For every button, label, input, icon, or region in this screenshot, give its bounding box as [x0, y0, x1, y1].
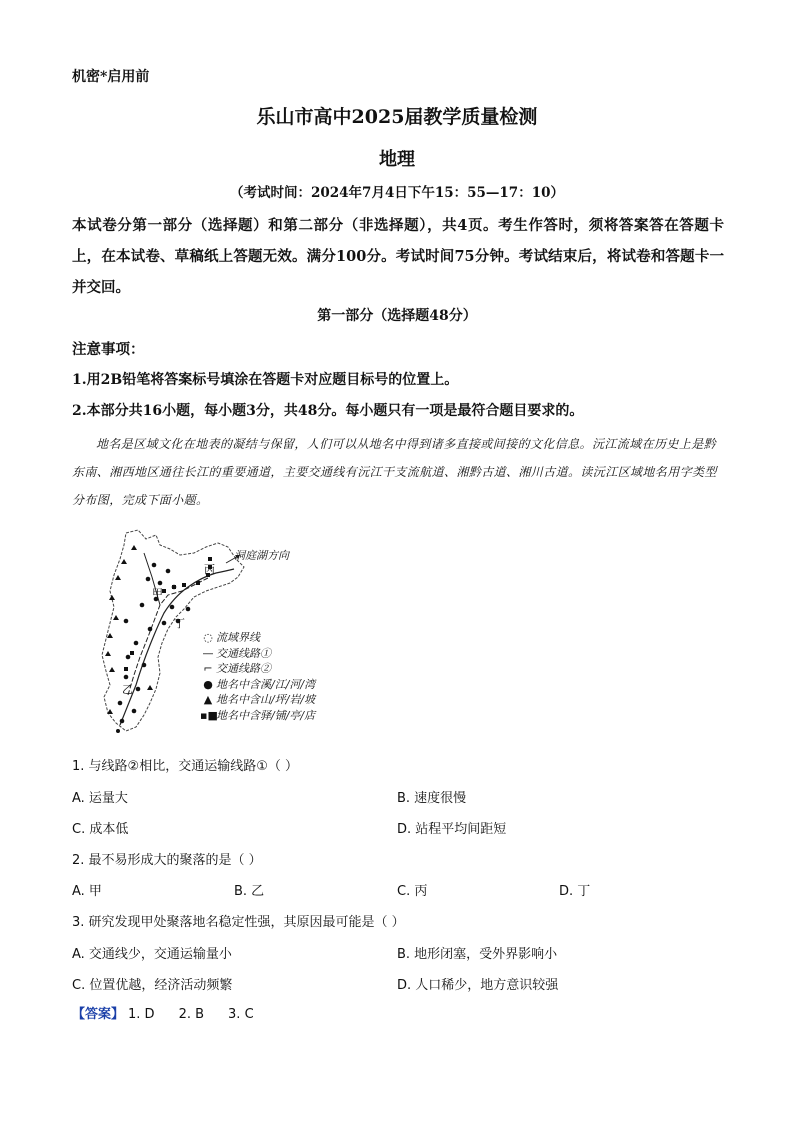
direction-label: 洞庭湖方向 [234, 549, 289, 562]
notes-title: 注意事项： [72, 341, 145, 358]
legend-item: — 交通线路① [200, 646, 315, 662]
question-option: C. 丙 [397, 884, 428, 899]
answer-item: 1. D [128, 1007, 155, 1022]
legend-item: ● 地名中含溪/江/河/湾 [200, 677, 315, 693]
question-option: A. 甲 [72, 884, 102, 899]
question-stem: 2. 最不易形成大的聚落的是（ ） [72, 853, 262, 868]
legend-item: ◌ 流域界线 [200, 630, 315, 646]
question-option: D. 丁 [559, 884, 591, 899]
legend-item: ▲ 地名中含山/坪/岩/坡 [200, 692, 315, 708]
answer-line [72, 1003, 274, 1022]
question-option: D. 站程平均间距短 [397, 822, 507, 837]
answer-tag: 【答案】 [72, 1007, 125, 1022]
route-1-icon: — [202, 646, 214, 660]
question-option: A. 交通线少，交通运输量小 [72, 947, 232, 962]
map-legend [200, 630, 315, 723]
legend-item: ▪■地名中含驿/铺/亭/店 [200, 708, 316, 722]
reading-material [72, 430, 724, 514]
question-option: B. 乙 [234, 884, 265, 899]
question-option: B. 地形闭塞，受外界影响小 [397, 947, 558, 962]
question-stem: 3. 研究发现甲处聚落地名稳定性强，其原因最可能是（ ） [72, 915, 405, 930]
route-2-icon: ⌐ [203, 662, 213, 675]
point-ding: 丁 [174, 617, 185, 630]
point-yi: 乙 [122, 683, 133, 696]
part1-heading: 第一部分（选择题48分） [317, 308, 477, 324]
triangle-icon: ▲ [203, 693, 213, 706]
dot-icon: ● [203, 677, 213, 691]
exam-title: 乐山市高中2025届教学质量检测 [256, 106, 538, 128]
point-bing: 丙 [204, 563, 215, 576]
exam-time: （考试时间：2024年7月4日下午15：55—17：10） [229, 185, 564, 201]
point-jia: 甲 [152, 587, 163, 600]
square-markers [124, 557, 212, 671]
route-2 [128, 577, 210, 695]
question-option: D. 人口稀少，地方意识较强 [397, 978, 559, 993]
question-stem: 1. 与线路②相比，交通运输线路①（ ） [72, 759, 298, 774]
question-option: A. 运量大 [72, 791, 128, 806]
question-option: C. 成本低 [72, 822, 129, 837]
legend-item: ⌐ 交通线路② [200, 661, 315, 677]
note-item: 1.用2B铅笔将答案标号填涂在答题卡对应题目标号的位置上。 [72, 372, 459, 388]
confidential-label: 机密*启用前 [72, 69, 150, 85]
basin-boundary-icon: ◌ [203, 631, 213, 644]
subject-title: 地理 [379, 149, 415, 170]
exam-instructions: 本试卷分第一部分（选择题）和第二部分（非选择题），共4页。考生作答时，须将答案答在答题卡上，在本试卷、草稿纸上答题无效。满分100分。考试时间75分钟。考试结束后，将试卷和答题卡一并交回。 [72, 217, 724, 296]
material-text: 地名是区域文化在地表的凝结与保留，人们可以从地名中得到诸多直接或间接的文化信息。沅江流域在历史上是黔东南、湘西地区通往长江的重要通道，主要交通线有沅江干支流航道、湘黔古道、湘川古道。读沅江区域地名用字类型分布图，完成下面小题。 [72, 437, 717, 507]
answer-item: 3. C [228, 1007, 254, 1022]
note-item: 2.本部分共16小题，每小题3分，共48分。每小题只有一项是最符合题目要求的。 [72, 403, 584, 419]
question-option: B. 速度很慢 [397, 791, 467, 806]
question-option: C. 位置优越，经济活动频繁 [72, 978, 233, 993]
square-icon: ▪■ [200, 708, 218, 722]
answer-item: 2. B [178, 1007, 205, 1022]
